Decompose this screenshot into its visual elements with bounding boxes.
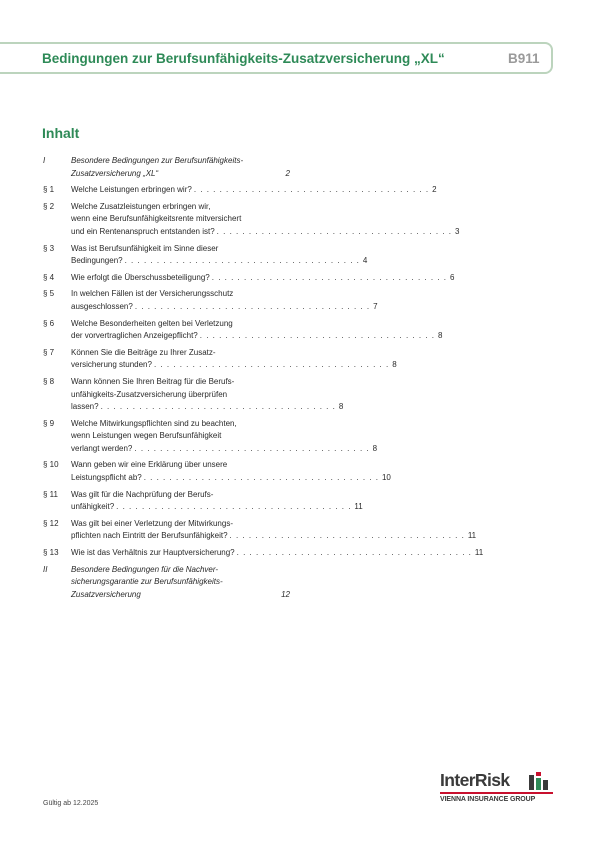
toc-leader-dots: . . . . . . . . . . . . . . . . . . . . . . . . . . . . . . . . . . . . . xyxy=(199,331,436,341)
toc-page-number: 8 xyxy=(338,402,344,411)
toc-entry xyxy=(43,376,344,414)
toc-leader-dots: . . . . . . . . . . . . . . . . . . . . . . . . . . . . . . . . . . . . . xyxy=(216,226,452,236)
document-code: B911 xyxy=(508,51,540,66)
document-title: Bedingungen zur Berufsunfähigkeits-Zusatzversicherung „XL“ xyxy=(42,51,445,66)
toc-entry-text: Welche Mitwirkungspflichten sind zu beachten, xyxy=(71,418,237,428)
toc-page-number: 3 xyxy=(454,226,460,236)
table-of-contents xyxy=(43,155,484,605)
toc-entry xyxy=(43,459,391,484)
toc-entry xyxy=(43,347,397,372)
toc-entry-text: unfähigkeit? xyxy=(71,502,115,512)
toc-entry-number: § 6 xyxy=(43,318,55,328)
toc-entry-number: § 2 xyxy=(43,201,55,211)
toc-entry-text: Leistungspflicht ab? xyxy=(71,472,142,482)
toc-entry-text: Welche Leistungen erbringen wir? xyxy=(71,185,192,195)
toc-page-number: 11 xyxy=(467,531,477,541)
toc-leader-dots: . . . . . . . . . . . . . . . . . . . . . . . . . . . . . . . . . . . . . xyxy=(193,185,430,195)
toc-entry-number: § 9 xyxy=(43,418,55,428)
toc-entry xyxy=(43,184,437,197)
toc-leader-dots: . . . . . . . . . . . . . . . . . . . . . . . . . . . . . . . . . . . . . xyxy=(229,531,465,541)
toc-entry-number: II xyxy=(43,564,48,574)
toc-entry-number: § 4 xyxy=(43,272,55,282)
toc-entry-text: wenn eine Berufsunfähigkeitsrente mitversichert xyxy=(71,214,242,224)
toc-entry-number: § 7 xyxy=(43,347,55,357)
toc-entry-text: Wie ist das Verhältnis zur Hauptversicherung? xyxy=(71,547,235,557)
toc-entry-text: Was gilt bei einer Verletzung der Mitwirkungs- xyxy=(71,518,233,528)
toc-page-number: 11 xyxy=(474,547,484,557)
toc-entry-text: Wie erfolgt die Überschussbeteiligung? xyxy=(71,272,210,282)
toc-entry xyxy=(43,489,363,514)
toc-entry xyxy=(43,564,290,602)
toc-entry-text: wenn Leistungen wegen Berufsunfähigkeit xyxy=(71,431,222,441)
toc-page-number: 10 xyxy=(381,472,391,482)
toc-leader-dots: . . . . . . . . . . . . . . . . . . . . . . . . . . . . . . . . . . . . . xyxy=(211,272,448,282)
toc-page-number: 7 xyxy=(373,301,378,311)
toc-entry-text: unfähigkeits-Zusatzversicherung überprüfen xyxy=(71,389,228,399)
toc-entry-text: der vorvertraglichen Anzeigepflicht? xyxy=(71,331,198,341)
toc-entry xyxy=(43,518,477,543)
toc-entry xyxy=(43,547,484,560)
logo-tagline: VIENNA INSURANCE GROUP xyxy=(440,796,536,803)
toc-entry-text: In welchen Fällen ist der Versicherungsschutz xyxy=(71,289,234,299)
toc-entry-number: § 10 xyxy=(43,460,59,470)
toc-page-number: 8 xyxy=(392,360,397,370)
toc-page-number: 6 xyxy=(450,272,455,282)
toc-leader-dots: . . . . . . . . . . . . . . . . . . . . . . . . . . . . . . . . . . . . . xyxy=(116,502,352,512)
toc-entry-text: und ein Rentenanspruch entstanden ist? xyxy=(71,226,215,236)
toc-page-number: 4 xyxy=(362,256,368,266)
toc-entry xyxy=(43,155,290,180)
toc-entry-text: Besondere Bedingungen zur Berufsunfähigkeits- xyxy=(71,156,244,165)
toc-page-number: 12 xyxy=(281,589,290,599)
toc-leader-dots: . . . . . . . . . . . . . . . . . . . . . . . . . . . . . . . . . . . . . xyxy=(100,402,336,411)
toc-entry-text: Besondere Bedingungen für die Nachver- xyxy=(71,564,219,574)
toc-entry-text: Zusatzversicherung xyxy=(71,589,141,599)
toc-entry-number: § 8 xyxy=(43,377,55,386)
toc-entry xyxy=(43,418,378,456)
toc-entry-number: § 12 xyxy=(43,518,59,528)
toc-leader-dots: . . . . . . . . . . . . . . . . . . . . . . . . . . . . . . . . . . . . . xyxy=(153,360,390,370)
toc-entry-text: ausgeschlossen? xyxy=(71,301,133,311)
toc-entry-text: Können Sie die Beiträge zu Ihrer Zusatz- xyxy=(71,347,216,357)
toc-entry-text: lassen? xyxy=(71,402,99,411)
toc-page-number: 8 xyxy=(438,331,443,341)
toc-entry xyxy=(43,243,368,268)
toc-leader-dots: . . . . . . . . . . . . . . . . . . . . . . . . . . . . . . . . . . . . . xyxy=(134,301,371,311)
toc-page-number: 2 xyxy=(432,185,437,195)
toc-entry-text: Welche Besonderheiten gelten bei Verletzung xyxy=(71,318,233,328)
toc-entry-number: § 3 xyxy=(43,243,55,253)
toc-leader-dots: . . . . . . . . . . . . . . . . . . . . . . . . . . . . . . . . . . . . . xyxy=(124,256,360,266)
toc-entry-number: § 5 xyxy=(43,289,55,299)
toc-entry xyxy=(43,201,460,239)
toc-entry-text: Zusatzversicherung „XL“ xyxy=(71,168,159,178)
toc-entry-text: Was gilt für die Nachprüfung der Berufs- xyxy=(71,489,214,499)
toc-entry-text: Bedingungen? xyxy=(71,256,123,266)
toc-entry-number: § 11 xyxy=(43,489,58,499)
toc-entry-number: § 1 xyxy=(43,185,55,195)
logo-rule xyxy=(440,792,553,794)
logo-wordmark: InterRisk xyxy=(440,770,510,790)
toc-page-number: 8 xyxy=(372,443,378,453)
toc-entry-text: sicherungsgarantie zur Berufsunfähigkeits- xyxy=(71,577,223,587)
toc-heading: Inhalt xyxy=(42,125,80,141)
toc-page-number: 11 xyxy=(354,502,363,512)
toc-leader-dots: . . . . . . . . . . . . . . . . . . . . . . . . . . . . . . . . . . . . . xyxy=(134,443,370,453)
toc-entry xyxy=(43,318,443,343)
toc-entry-number: § 13 xyxy=(43,547,59,557)
toc-entry-number: I xyxy=(43,156,46,165)
toc-entry xyxy=(43,272,455,285)
toc-page-number: 2 xyxy=(285,168,290,178)
interrisk-logo-icon xyxy=(529,772,553,790)
toc-entry-text: pflichten nach Eintritt der Berufsunfähigkeit? xyxy=(71,531,228,541)
toc-leader-dots: . . . . . . . . . . . . . . . . . . . . . . . . . . . . . . . . . . . . . xyxy=(236,547,472,557)
toc-entry-text: Wann geben wir eine Erklärung über unsere xyxy=(71,460,228,470)
toc-leader-dots: . . . . . . . . . . . . . . . . . . . . . . . . . . . . . . . . . . . . . xyxy=(143,472,379,482)
toc-entry-text: Was ist Berufsunfähigkeit im Sinne dieser xyxy=(71,243,219,253)
validity-date: Gültig ab 12.2025 xyxy=(43,800,99,807)
interrisk-logo xyxy=(440,770,555,810)
toc-entry-text: verlangt werden? xyxy=(71,443,133,453)
toc-entry-text: versicherung stunden? xyxy=(71,360,152,370)
toc-entry-text: Welche Zusatzleistungen erbringen wir, xyxy=(71,201,211,211)
toc-entry xyxy=(43,288,378,313)
toc-entry-text: Wann können Sie Ihren Beitrag für die Berufs- xyxy=(71,377,235,386)
